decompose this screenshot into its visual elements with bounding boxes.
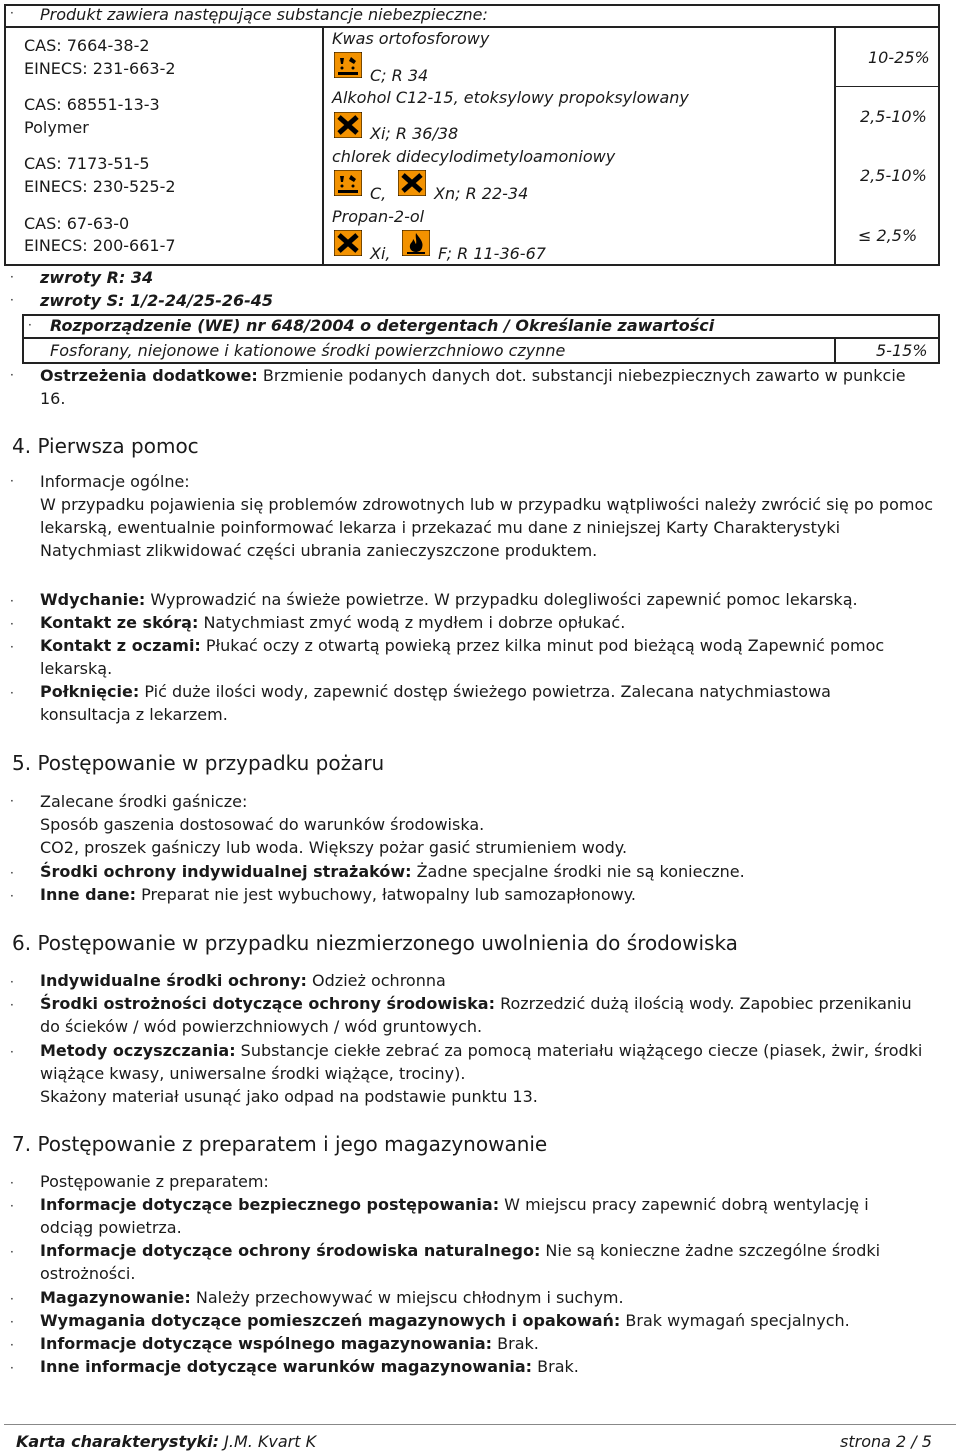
bullet: ·	[10, 594, 14, 608]
eyes-text: Płukać oczy z otwartą powieką przez kilka minut pod bieżącą wodą Zapewnić pomoc lekarską.	[40, 636, 885, 678]
extra-warning	[40, 364, 910, 410]
substance-percent: 2,5-10%	[860, 107, 927, 126]
extra-warning-text: Brzmienie podanych danych dot. substancji niebezpiecznych zawarto w punkcie 16.	[40, 366, 906, 408]
substance-percent: 10-25%	[868, 48, 930, 67]
first-aid-inhalation	[40, 588, 940, 611]
regulation-row-label: Fosforany, niejonowe i kationowe środki powierzchniowo czynne	[50, 341, 566, 360]
safe-handling-label: Informacje dotyczące bezpiecznego postępowania:	[40, 1195, 500, 1214]
harmful-icon	[334, 230, 362, 256]
bullet: ·	[10, 975, 14, 989]
footer-left	[16, 1432, 316, 1451]
harmful-icon	[334, 112, 362, 138]
r-phrases: zwroty R: 34	[40, 268, 154, 287]
safe-handling-text: W miejscu pracy zapewnić dobrą wentylację i odciąg powietrza.	[40, 1195, 869, 1237]
ppe-text: Żadne specjalne środki nie są konieczne.	[411, 862, 745, 881]
bullet: ·	[10, 270, 14, 284]
joint-storage-text: Brak.	[492, 1334, 539, 1353]
bullet: ·	[10, 1199, 14, 1213]
bullet: ·	[10, 640, 14, 654]
ingestion-label: Połknięcie:	[40, 682, 140, 701]
substance-cas: CAS: 67-63-0	[24, 214, 130, 233]
bullet: ·	[10, 293, 14, 307]
nature-protection	[40, 1239, 920, 1285]
fire-other-text: Preparat nie jest wybuchowy, łatwopalny lub samozapłonowy.	[136, 885, 637, 904]
substance-cas: CAS: 68551-13-3	[24, 95, 160, 114]
storage-rooms	[40, 1309, 940, 1332]
substance-einecs: EINECS: 200-661-7	[24, 236, 176, 255]
joint-storage	[40, 1332, 940, 1355]
first-aid-general-text: W przypadku pojawienia się problemów zdrowotnych lub w przypadku wątpliwości należy zwrócić się po pomoc lekarską, ewentualnie poinformować lekarza i przekazać mu dane z niniejszej Karty Charakterystyki	[40, 495, 934, 537]
hazard-col-divider-1	[322, 26, 324, 266]
substance-name: Alkohol C12-15, etoksylowy propoksylowany	[332, 88, 689, 107]
extra-warning-label: Ostrzeżenia dodatkowe:	[40, 366, 258, 385]
cleanup-methods	[40, 1039, 940, 1108]
substance-einecs: Polymer	[24, 118, 89, 137]
fire-other-label: Inne dane:	[40, 885, 137, 904]
other-storage-text: Brak.	[532, 1357, 579, 1376]
firefighter-ppe	[40, 860, 940, 883]
bullet: ·	[10, 1045, 14, 1059]
individual-protection-label: Indywidualne środki ochrony:	[40, 971, 307, 990]
substance-name: Propan-2-ol	[332, 207, 425, 226]
bullet: ·	[10, 998, 14, 1012]
first-aid-general	[40, 470, 940, 562]
bullet: ·	[10, 368, 14, 382]
bullet: ·	[10, 889, 14, 903]
bullet: ·	[10, 6, 14, 20]
regulation-col-divider	[834, 337, 836, 364]
substance-einecs: EINECS: 231-663-2	[24, 59, 176, 78]
fire-extinguishing	[40, 790, 940, 859]
corrosive-icon	[334, 170, 362, 196]
ingestion-text: Pić duże ilości wody, zapewnić dostęp świeżego powietrza. Zalecana natychmiastowa konsultacja z lekarzem.	[40, 682, 831, 724]
other-storage-label: Inne informacje dotyczące warunków magazynowania:	[40, 1357, 533, 1376]
section-6-title: 6. Postępowanie w przypadku niezmierzonego uwolnienia do środowiska	[12, 931, 738, 955]
extinguishing-label: Zalecane środki gaśnicze:	[40, 792, 248, 811]
other-storage	[40, 1355, 940, 1378]
substance-percent: ≤ 2,5%	[858, 226, 918, 245]
handling-heading	[40, 1170, 940, 1193]
substance-classification: F; R 11-36-67	[438, 244, 546, 263]
bullet: ·	[28, 318, 32, 332]
harmful-icon	[398, 170, 426, 196]
joint-storage-label: Informacje dotyczące wspólnego magazynowania:	[40, 1334, 493, 1353]
bullet: ·	[10, 1245, 14, 1259]
nature-protection-text: Nie są konieczne żadne szczególne środki ostrożności.	[40, 1241, 881, 1283]
bullet: ·	[10, 1292, 14, 1306]
hazard-header: Produkt zawiera następujące substancje niebezpieczne:	[40, 5, 488, 24]
flammable-icon	[402, 230, 430, 256]
individual-protection	[40, 969, 940, 992]
section-7-title: 7. Postępowanie z preparatem i jego magazynowanie	[12, 1132, 548, 1156]
substance-classification: Xi,	[370, 244, 391, 263]
section-4-title: 4. Pierwsza pomoc	[12, 434, 199, 458]
env-precautions-label: Środki ostrożności dotyczące ochrony środowiska:	[40, 994, 495, 1013]
bullet: ·	[10, 794, 14, 808]
s-phrases: zwroty S: 1/2-24/25-26-45	[40, 291, 274, 310]
substance-name: Kwas ortofosforowy	[332, 29, 490, 48]
bullet: ·	[10, 474, 14, 488]
footer-left-text: J.M. Kvart K	[219, 1432, 317, 1451]
substance-classification: Xn; R 22-34	[434, 184, 529, 203]
storage	[40, 1286, 940, 1309]
hazard-header-divider	[4, 26, 940, 28]
handling-label: Postępowanie z preparatem:	[40, 1172, 269, 1191]
env-precautions-text: Rozrzedzić dużą ilością wody. Zapobiec przenikaniu do ścieków / wód powierzchniowych / wód gruntowych.	[40, 994, 912, 1036]
bullet: ·	[10, 1361, 14, 1375]
ppe-label: Środki ochrony indywidualnej strażaków:	[40, 862, 412, 881]
regulation-divider	[22, 337, 940, 339]
bullet: ·	[10, 686, 14, 700]
first-aid-skin	[40, 611, 940, 634]
substance-einecs: EINECS: 230-525-2	[24, 177, 176, 196]
individual-protection-text: Odzież ochronna	[306, 971, 446, 990]
first-aid-ingestion	[40, 680, 920, 726]
bullet: ·	[10, 617, 14, 631]
first-aid-general-label: Informacje ogólne:	[40, 472, 190, 491]
bullet: ·	[10, 866, 14, 880]
row-divider	[834, 86, 940, 87]
extinguishing-text-2: CO2, proszek gaśniczy lub woda. Większy pożar gasić strumieniem wody.	[40, 838, 628, 857]
section-5-title: 5. Postępowanie w przypadku pożaru	[12, 751, 385, 775]
safe-handling	[40, 1193, 920, 1239]
substance-classification: Xi; R 36/38	[370, 124, 459, 143]
substance-classification: C; R 34	[370, 66, 429, 85]
substance-cas: CAS: 7173-51-5	[24, 154, 150, 173]
corrosive-icon	[334, 52, 362, 78]
regulation-title: Rozporządzenie (WE) nr 648/2004 o detergentach / Określanie zawartości	[50, 316, 715, 335]
bullet: ·	[10, 1315, 14, 1329]
substance-cas: CAS: 7664-38-2	[24, 36, 150, 55]
cleanup-text: Substancje ciekłe zebrać za pomocą materiału wiążącego ciecze (piasek, żwir, środki wiążące kwasy, uniwersalne środki wiążące, trociny).	[40, 1041, 923, 1083]
extinguishing-text-1: Sposób gaszenia dostosować do warunków środowiska.	[40, 815, 485, 834]
footer-page-number: strona 2 / 5	[840, 1432, 932, 1451]
regulation-row-value: 5-15%	[876, 341, 928, 360]
bullet: ·	[10, 1338, 14, 1352]
storage-rooms-text: Brak wymagań specjalnych.	[620, 1311, 850, 1330]
inhalation-text: Wyprowadzić na świeże powietrze. W przypadku dolegliwości zapewnić pomoc lekarską.	[145, 590, 858, 609]
bullet: ·	[10, 1176, 14, 1190]
substance-classification: C,	[370, 184, 387, 203]
hazard-col-divider-2	[834, 26, 836, 266]
cleanup-label: Metody oczyszczania:	[40, 1041, 236, 1060]
environmental-precautions	[40, 992, 920, 1038]
footer-rule	[4, 1424, 956, 1425]
eyes-label: Kontakt z oczami:	[40, 636, 201, 655]
inhalation-label: Wdychanie:	[40, 590, 146, 609]
skin-label: Kontakt ze skórą:	[40, 613, 199, 632]
substance-percent: 2,5-10%	[860, 166, 927, 185]
fire-other-data	[40, 883, 940, 906]
storage-text: Należy przechowywać w miejscu chłodnym i suchym.	[190, 1288, 624, 1307]
skin-text: Natychmiast zmyć wodą z mydłem i dobrze opłukać.	[198, 613, 626, 632]
first-aid-general-text-2: Natychmiast zlikwidować części ubrania zanieczyszczone produktem.	[40, 541, 598, 560]
substance-name: chlorek didecylodimetyloamoniowy	[332, 147, 616, 166]
storage-label: Magazynowanie:	[40, 1288, 191, 1307]
footer-left-label: Karta charakterystyki:	[16, 1432, 220, 1451]
first-aid-eyes	[40, 634, 920, 680]
nature-protection-label: Informacje dotyczące ochrony środowiska naturalnego:	[40, 1241, 541, 1260]
storage-rooms-label: Wymagania dotyczące pomieszczeń magazynowych i opakowań:	[40, 1311, 621, 1330]
cleanup-text-2: Skażony materiał usunąć jako odpad na podstawie punktu 13.	[40, 1087, 538, 1106]
